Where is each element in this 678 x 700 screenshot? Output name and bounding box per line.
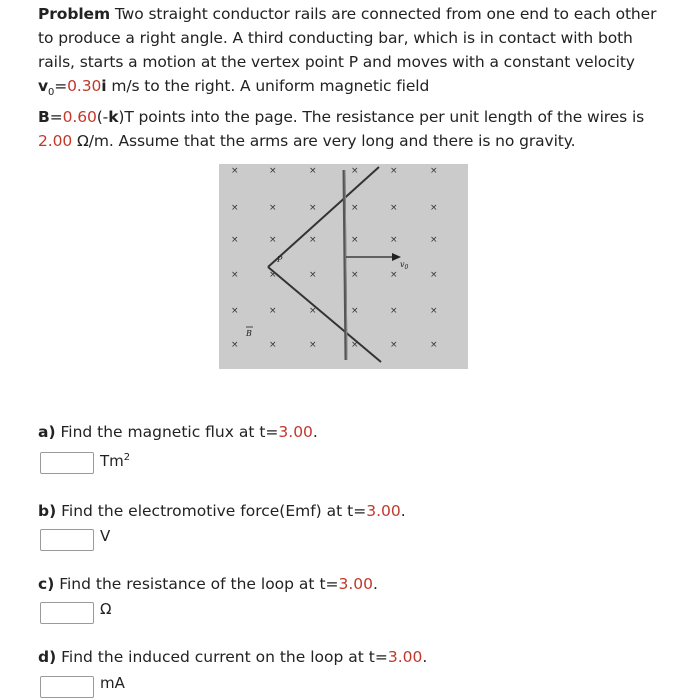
question-c-time: 3.00 <box>338 575 374 593</box>
question-d-label: d) <box>38 648 57 666</box>
field-x-mark: × <box>231 203 239 213</box>
answer-input-a[interactable] <box>40 452 94 474</box>
field-x-mark: × <box>351 203 359 213</box>
field-x-mark: × <box>309 340 317 350</box>
velocity-symbol: v <box>38 77 49 95</box>
field-symbol: B <box>38 108 50 127</box>
rails-diagram <box>219 164 468 369</box>
field-x-mark: × <box>231 306 239 316</box>
problem-text-6: )T points into the page. The resistance per unit length of the wires is <box>118 108 645 127</box>
question-a <box>38 423 318 441</box>
question-c <box>38 575 378 593</box>
answer-input-d[interactable] <box>40 676 94 698</box>
problem-text-1: Two straight conductor rails are connected from one end to each other to produce a right angle. A third conducting bar, which is in contact with both rails, starts a motion at the vertex point P and moves with a constant velocity <box>38 5 657 71</box>
problem-text-3: m/s to the right. A uniform magnetic field <box>106 77 430 95</box>
question-c-period: . <box>373 575 378 593</box>
unit-vector-i: i <box>101 77 107 95</box>
field-x-mark: × <box>351 340 359 350</box>
question-b-period: . <box>400 502 406 520</box>
unit-a <box>100 452 130 470</box>
problem-statement <box>38 2 663 153</box>
field-value: 0.60 <box>62 108 97 127</box>
question-d-text: Find the induced current on the loop at t= <box>56 648 388 666</box>
field-x-mark: × <box>430 306 438 316</box>
field-x-mark: × <box>269 306 277 316</box>
question-d <box>38 648 427 666</box>
field-x-mark: × <box>269 166 277 176</box>
unit-a-text: Tm <box>100 452 124 470</box>
answer-input-b[interactable] <box>40 529 94 551</box>
field-x-mark: × <box>430 340 438 350</box>
unit-b: V <box>100 527 111 545</box>
question-a-text: Find the magnetic flux at t= <box>55 423 279 441</box>
field-x-mark: × <box>309 166 317 176</box>
question-c-label: c) <box>38 575 55 593</box>
label-b: B <box>246 329 252 338</box>
unit-a-sup: 2 <box>123 452 131 463</box>
resistance-value: 2.00 <box>38 132 73 151</box>
field-x-mark: × <box>390 235 398 245</box>
field-x-mark: × <box>269 235 277 245</box>
field-x-mark: × <box>390 166 398 176</box>
unit-d: mA <box>100 674 125 692</box>
answer-input-c[interactable] <box>40 602 94 624</box>
problem-heading: Problem <box>38 5 111 23</box>
velocity-value: 0.30 <box>67 77 102 95</box>
field-x-mark: × <box>351 270 359 280</box>
question-a-time: 3.00 <box>278 423 313 441</box>
field-x-mark: × <box>231 270 239 280</box>
field-x-mark: × <box>231 340 239 350</box>
velocity-subscript: 0 <box>48 87 55 99</box>
field-x-mark: × <box>351 306 359 316</box>
field-x-mark: × <box>269 340 277 350</box>
question-c-text: Find the resistance of the loop at t= <box>54 575 339 593</box>
label-v0: $v_0$ <box>400 260 409 271</box>
field-x-mark: × <box>390 340 398 350</box>
field-x-mark: × <box>309 203 317 213</box>
problem-text-7: Ω/m. Assume that the arms are very long and there is no gravity. <box>72 132 576 151</box>
field-x-mark: × <box>231 166 239 176</box>
field-x-mark: × <box>390 203 398 213</box>
unit-vector-k: k <box>108 108 119 127</box>
field-x-mark: × <box>309 306 317 316</box>
field-x-mark: × <box>390 306 398 316</box>
lower-rail <box>268 267 381 362</box>
question-d-period: . <box>422 648 428 666</box>
question-b-text: Find the electromotive force(Emf) at t= <box>56 502 367 520</box>
equals-sign: = <box>54 77 68 95</box>
paren-open: (- <box>96 108 109 127</box>
field-x-mark: × <box>269 270 277 280</box>
question-b-label: b) <box>38 502 57 520</box>
field-x-mark: × <box>430 166 438 176</box>
field-x-mark: × <box>309 235 317 245</box>
question-a-period: . <box>312 423 318 441</box>
equals-sign-2: = <box>49 108 63 127</box>
field-x-mark: × <box>430 270 438 280</box>
question-b <box>38 502 406 520</box>
field-x-mark: × <box>351 235 359 245</box>
field-x-mark: × <box>351 166 359 176</box>
field-x-mark: × <box>430 235 438 245</box>
field-x-mark: × <box>390 270 398 280</box>
field-x-mark: × <box>309 270 317 280</box>
label-p: P <box>277 255 283 264</box>
diagram-figure <box>219 164 468 369</box>
question-a-label: a) <box>38 423 56 441</box>
question-b-time: 3.00 <box>366 502 401 520</box>
field-x-mark: × <box>231 235 239 245</box>
upper-rail <box>268 167 379 267</box>
unit-c: Ω <box>100 600 112 618</box>
question-d-time: 3.00 <box>387 648 423 666</box>
field-x-mark: × <box>430 203 438 213</box>
field-x-mark: × <box>269 203 277 213</box>
